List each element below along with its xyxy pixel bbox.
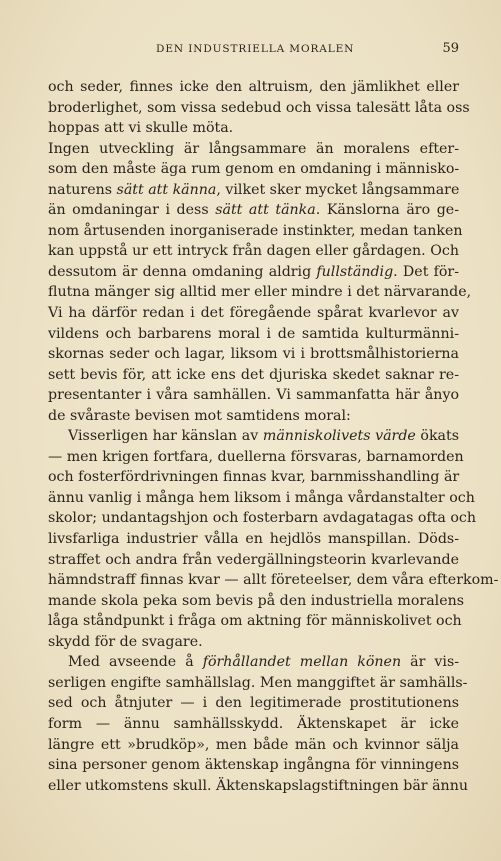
emphasis-text: förhållandet mellan könen [202, 654, 402, 671]
text-line: skornas seder och lagar, liksom vi i brottsmålhistorierna [48, 346, 459, 363]
text-line: längre ett »brudköp», men både män och kvinnor sälja [48, 736, 459, 753]
text-line [48, 426, 459, 447]
text-line: flutna mänger sig alltid mer eller mindre i det närvarande, [48, 284, 472, 301]
text-line [48, 180, 459, 201]
text-line: straffet och andra från vedergällningsteorin kvarlevande [48, 551, 459, 568]
text-line: kan uppstå ur ett intryck från dagen eller gårdagen. Och [48, 243, 459, 260]
running-title: DEN INDUSTRIELLA MORALEN [156, 43, 355, 55]
body-text [48, 77, 499, 796]
text-line: nom årtusenden inorganiserade instinkter, medan tanken [48, 222, 463, 239]
page-number: 59 [442, 41, 459, 56]
line-segment: dessutom är denna omdaning aldrig [48, 263, 317, 280]
line-segment: Med avseende å [68, 654, 203, 671]
text-line: och fosterfördrivningen finnas kvar, barnmisshandling är [48, 469, 460, 486]
text-line: som den måste äga rum genom en omdaning i människo- [48, 161, 460, 178]
line-segment: . Det för- [393, 263, 459, 280]
text-line: presentanter i våra samhällen. Vi sammanfatta här ånyo [48, 387, 459, 404]
text-line: vildens och barbarens moral i de samtida kulturmänni- [48, 325, 459, 342]
emphasis-text: fullständig [316, 263, 394, 280]
line-segment: är vis- [401, 654, 460, 671]
emphasis-text: sätt att tänka [215, 202, 316, 219]
text-line: skolor; undantagshjon och fosterbarn avdagatagas ofta och [48, 510, 476, 527]
text-line: hoppas att vi skulle möta. [48, 120, 234, 137]
line-segment: ökats [415, 428, 459, 445]
text-line: form — ännu samhällsskydd. Äktenskapet är icke [48, 715, 459, 732]
text-line: sett bevis för, att icke ens det djuriska skedet saknar re- [48, 366, 459, 383]
text-line: livsfarliga industrier vålla en hejdlös manspillan. Döds- [48, 531, 459, 548]
line-segment: Visserligen har känslan av [68, 428, 263, 445]
text-line: skydd för de svagare. [48, 633, 203, 650]
text-line: Vi ha därför redan i det föregående spårat kvarlevor av [48, 305, 459, 322]
text-line: sina personer genom äktenskap ingångna för vinningens [48, 757, 459, 774]
text-line: serligen engifte samhällslag. Men manggiftet är samhälls- [48, 674, 468, 691]
text-line [48, 200, 459, 221]
text-line: låga ståndpunkt i fråga om aktning för människolivet och [48, 613, 462, 630]
text-line: mande skola peka som bevis på den industriella moralens [48, 592, 465, 609]
text-line: de svåraste bevisen mot samtidens moral: [48, 407, 351, 424]
page-header [48, 43, 459, 59]
line-segment: än omdaningar i dess [48, 202, 216, 219]
text-line [48, 652, 459, 673]
line-segment: . Känslorna äro ge- [315, 202, 459, 219]
emphasis-text: sätt att känna [116, 181, 217, 198]
text-line: broderlighet, som vissa sedebud och vissa talesätt låta oss [48, 99, 470, 116]
text-line: sed och åtnjuter — i den legitimerade prostitutionens [48, 695, 459, 712]
text-line: och seder, finnes icke den altruism, den jämlikhet eller [48, 79, 459, 95]
line-segment: naturens [48, 181, 117, 198]
text-line: hämndstraff finnas kvar — allt företeelser, dem våra efterkom- [48, 572, 499, 589]
text-line: — men krigen fortfara, duellerna försvaras, barnamorden [48, 448, 464, 465]
text-line: Ingen utveckling är långsammare än moralens efter- [48, 140, 459, 157]
text-line: eller utkomstens skull. Äktenskapslagstiftningen bär ännu [48, 777, 468, 794]
text-line: ännu vanlig i många hem liksom i många vårdanstalter och [48, 489, 475, 506]
text-line [48, 262, 459, 283]
emphasis-text: människolivets värde [262, 428, 416, 445]
line-segment: , vilket sker mycket långsammare [216, 181, 460, 198]
